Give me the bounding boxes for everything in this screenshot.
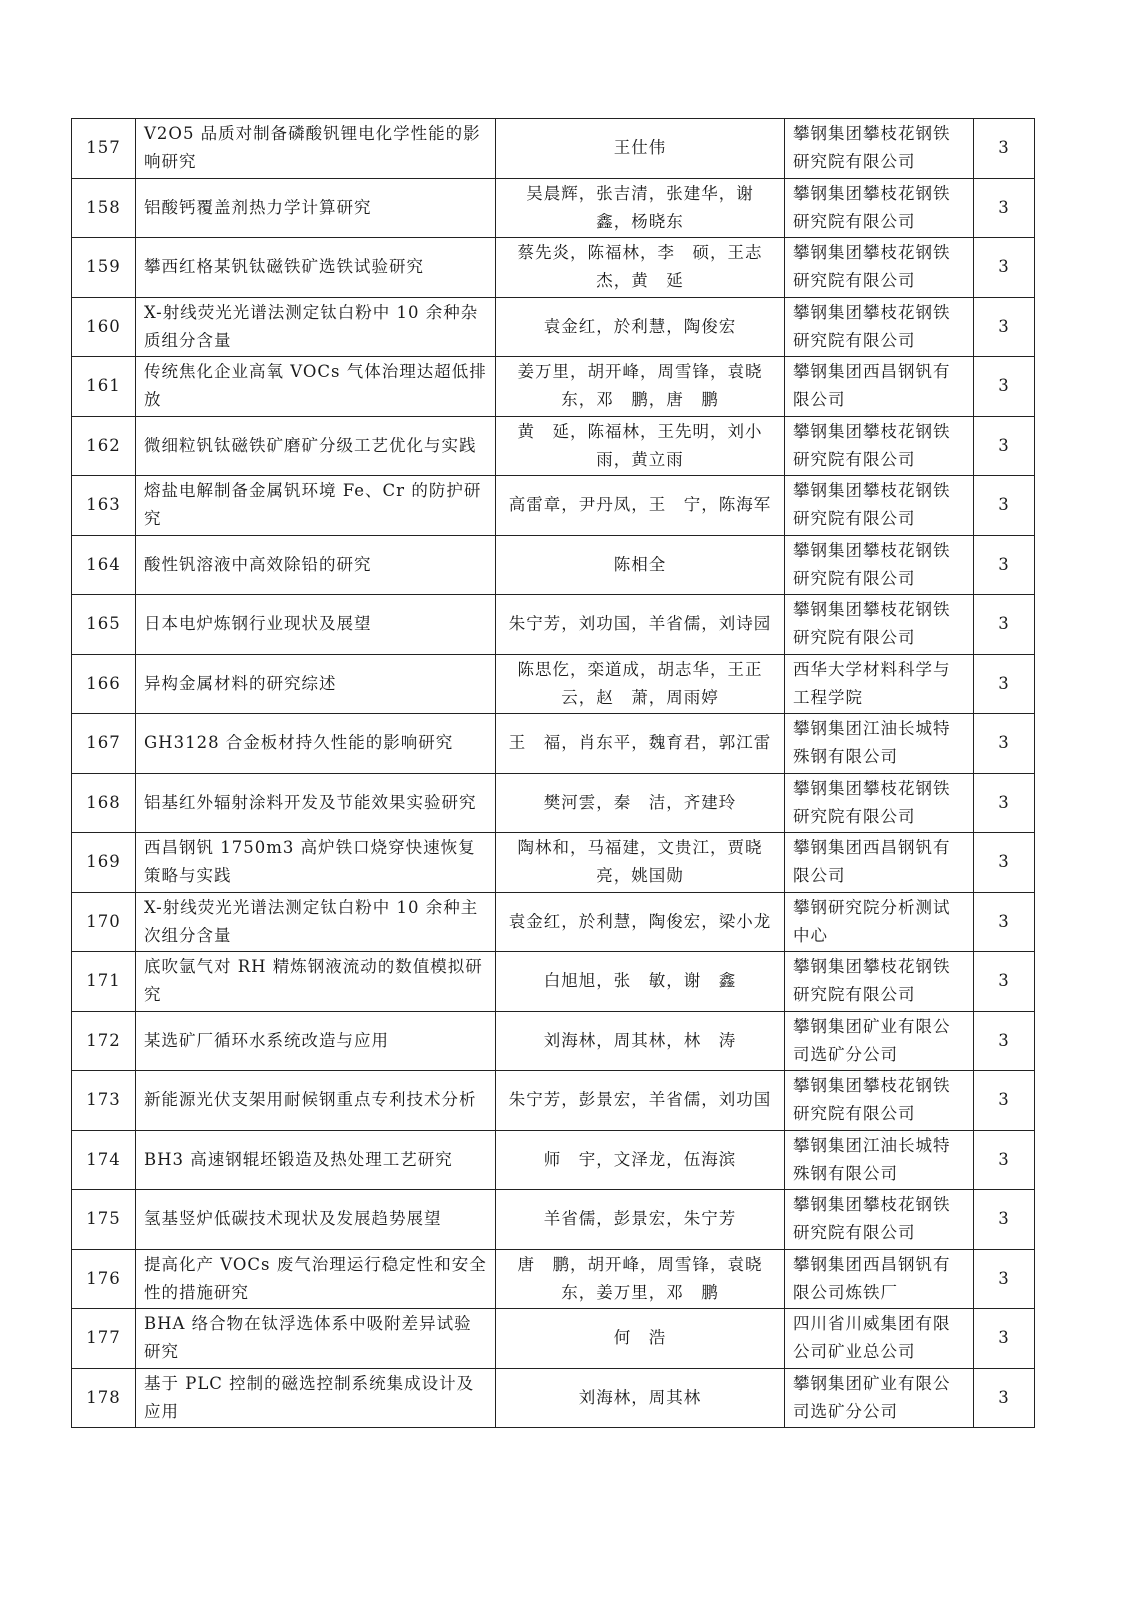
authors-cell: 唐 鹏，胡开峰，周雪锋，袁晓东，姜万里，邓 鹏 [496, 1249, 785, 1309]
paper-title-cell: V2O5 品质对制备磷酸钒锂电化学性能的影响研究 [136, 119, 496, 179]
table-row [72, 178, 1035, 238]
score-cell: 3 [974, 654, 1035, 714]
table-row [72, 773, 1035, 833]
score-cell: 3 [974, 535, 1035, 595]
paper-title-cell: 提高化产 VOCs 废气治理运行稳定性和安全性的措施研究 [136, 1249, 496, 1309]
row-number-cell: 173 [72, 1071, 136, 1131]
affiliation-cell: 西华大学材料科学与工程学院 [785, 654, 974, 714]
affiliation-cell: 攀钢研究院分析测试中心 [785, 892, 974, 952]
score-cell: 3 [974, 178, 1035, 238]
authors-cell: 高雷章，尹丹凤，王 宁，陈海军 [496, 476, 785, 536]
row-number-cell: 166 [72, 654, 136, 714]
paper-title-cell: 新能源光伏支架用耐候钢重点专利技术分析 [136, 1071, 496, 1131]
paper-title-cell: 铝基红外辐射涂料开发及节能效果实验研究 [136, 773, 496, 833]
score-cell: 3 [974, 119, 1035, 179]
affiliation-cell: 攀钢集团攀枝花钢铁研究院有限公司 [785, 297, 974, 357]
table-row [72, 714, 1035, 774]
affiliation-cell: 攀钢集团攀枝花钢铁研究院有限公司 [785, 1190, 974, 1250]
paper-title-cell: 某选矿厂循环水系统改造与应用 [136, 1011, 496, 1071]
paper-title-cell: 氢基竖炉低碳技术现状及发展趋势展望 [136, 1190, 496, 1250]
score-cell: 3 [974, 892, 1035, 952]
paper-title-cell: GH3128 合金板材持久性能的影响研究 [136, 714, 496, 774]
authors-cell: 袁金红，於利慧，陶俊宏，梁小龙 [496, 892, 785, 952]
awards-table-body [72, 119, 1035, 1428]
paper-title-cell: 熔盐电解制备金属钒环境 Fe、Cr 的防护研究 [136, 476, 496, 536]
row-number-cell: 176 [72, 1249, 136, 1309]
affiliation-cell: 攀钢集团攀枝花钢铁研究院有限公司 [785, 1071, 974, 1131]
row-number-cell: 178 [72, 1368, 136, 1428]
row-number-cell: 159 [72, 238, 136, 298]
affiliation-cell: 攀钢集团攀枝花钢铁研究院有限公司 [785, 952, 974, 1012]
authors-cell: 吴晨辉，张吉清，张建华，谢 鑫，杨晓东 [496, 178, 785, 238]
affiliation-cell: 攀钢集团攀枝花钢铁研究院有限公司 [785, 238, 974, 298]
row-number-cell: 162 [72, 416, 136, 476]
paper-title-cell: 底吹氩气对 RH 精炼钢液流动的数值模拟研究 [136, 952, 496, 1012]
paper-title-cell: 西昌钢钒 1750m3 高炉铁口烧穿快速恢复策略与实践 [136, 833, 496, 893]
row-number-cell: 169 [72, 833, 136, 893]
table-row [72, 416, 1035, 476]
table-row [72, 535, 1035, 595]
score-cell: 3 [974, 1190, 1035, 1250]
table-row [72, 238, 1035, 298]
table-row [72, 892, 1035, 952]
paper-title-cell: 基于 PLC 控制的磁选控制系统集成设计及应用 [136, 1368, 496, 1428]
row-number-cell: 165 [72, 595, 136, 655]
authors-cell: 朱宁芳，彭景宏，羊省儒，刘功国 [496, 1071, 785, 1131]
row-number-cell: 158 [72, 178, 136, 238]
score-cell: 3 [974, 595, 1035, 655]
paper-title-cell: 酸性钒溶液中高效除铅的研究 [136, 535, 496, 595]
score-cell: 3 [974, 476, 1035, 536]
authors-cell: 何 浩 [496, 1309, 785, 1369]
score-cell: 3 [974, 1071, 1035, 1131]
authors-cell: 樊河雲，秦 洁，齐建玲 [496, 773, 785, 833]
table-row [72, 833, 1035, 893]
row-number-cell: 170 [72, 892, 136, 952]
authors-cell: 刘海林，周其林，林 涛 [496, 1011, 785, 1071]
row-number-cell: 168 [72, 773, 136, 833]
table-row [72, 952, 1035, 1012]
affiliation-cell: 攀钢集团西昌钢钒有限公司 [785, 357, 974, 417]
affiliation-cell: 攀钢集团西昌钢钒有限公司 [785, 833, 974, 893]
row-number-cell: 172 [72, 1011, 136, 1071]
affiliation-cell: 攀钢集团矿业有限公司选矿分公司 [785, 1011, 974, 1071]
authors-cell: 陈思仡，栾道成，胡志华，王正云，赵 萧，周雨婷 [496, 654, 785, 714]
authors-cell: 黄 延，陈福林，王先明，刘小雨，黄立雨 [496, 416, 785, 476]
paper-title-cell: X-射线荧光光谱法测定钛白粉中 10 余种杂质组分含量 [136, 297, 496, 357]
table-row [72, 595, 1035, 655]
affiliation-cell: 攀钢集团矿业有限公司选矿分公司 [785, 1368, 974, 1428]
authors-cell: 陶林和，马福建，文贵江，贾晓亮，姚国勋 [496, 833, 785, 893]
affiliation-cell: 攀钢集团攀枝花钢铁研究院有限公司 [785, 178, 974, 238]
authors-cell: 王仕伟 [496, 119, 785, 179]
affiliation-cell: 攀钢集团攀枝花钢铁研究院有限公司 [785, 119, 974, 179]
score-cell: 3 [974, 297, 1035, 357]
row-number-cell: 174 [72, 1130, 136, 1190]
affiliation-cell: 攀钢集团攀枝花钢铁研究院有限公司 [785, 476, 974, 536]
affiliation-cell: 四川省川威集团有限公司矿业总公司 [785, 1309, 974, 1369]
score-cell: 3 [974, 833, 1035, 893]
table-row [72, 476, 1035, 536]
score-cell: 3 [974, 1309, 1035, 1369]
authors-cell: 姜万里，胡开峰，周雪锋，袁晓东，邓 鹏，唐 鹏 [496, 357, 785, 417]
score-cell: 3 [974, 357, 1035, 417]
paper-title-cell: BH3 高速钢辊坯锻造及热处理工艺研究 [136, 1130, 496, 1190]
table-row [72, 1190, 1035, 1250]
affiliation-cell: 攀钢集团江油长城特殊钢有限公司 [785, 1130, 974, 1190]
table-row [72, 1249, 1035, 1309]
row-number-cell: 175 [72, 1190, 136, 1250]
paper-title-cell: X-射线荧光光谱法测定钛白粉中 10 余种主次组分含量 [136, 892, 496, 952]
affiliation-cell: 攀钢集团江油长城特殊钢有限公司 [785, 714, 974, 774]
paper-title-cell: BHA 络合物在钛浮选体系中吸附差异试验研究 [136, 1309, 496, 1369]
table-row [72, 297, 1035, 357]
affiliation-cell: 攀钢集团攀枝花钢铁研究院有限公司 [785, 773, 974, 833]
table-row [72, 1011, 1035, 1071]
authors-cell: 王 福，肖东平，魏育君，郭江雷 [496, 714, 785, 774]
table-row [72, 654, 1035, 714]
affiliation-cell: 攀钢集团攀枝花钢铁研究院有限公司 [785, 535, 974, 595]
paper-title-cell: 攀西红格某钒钛磁铁矿选铁试验研究 [136, 238, 496, 298]
table-row [72, 1368, 1035, 1428]
score-cell: 3 [974, 416, 1035, 476]
authors-cell: 陈相全 [496, 535, 785, 595]
paper-title-cell: 传统焦化企业高氧 VOCs 气体治理达超低排放 [136, 357, 496, 417]
table-row [72, 1130, 1035, 1190]
table-row [72, 119, 1035, 179]
paper-title-cell: 微细粒钒钛磁铁矿磨矿分级工艺优化与实践 [136, 416, 496, 476]
awards-table [71, 118, 1035, 1428]
affiliation-cell: 攀钢集团攀枝花钢铁研究院有限公司 [785, 595, 974, 655]
authors-cell: 师 宇，文泽龙，伍海滨 [496, 1130, 785, 1190]
authors-cell: 袁金红，於利慧，陶俊宏 [496, 297, 785, 357]
score-cell: 3 [974, 952, 1035, 1012]
table-row [72, 1071, 1035, 1131]
row-number-cell: 160 [72, 297, 136, 357]
score-cell: 3 [974, 773, 1035, 833]
score-cell: 3 [974, 1249, 1035, 1309]
table-row [72, 1309, 1035, 1369]
row-number-cell: 157 [72, 119, 136, 179]
row-number-cell: 161 [72, 357, 136, 417]
paper-title-cell: 日本电炉炼钢行业现状及展望 [136, 595, 496, 655]
authors-cell: 羊省儒，彭景宏，朱宁芳 [496, 1190, 785, 1250]
affiliation-cell: 攀钢集团攀枝花钢铁研究院有限公司 [785, 416, 974, 476]
row-number-cell: 171 [72, 952, 136, 1012]
table-row [72, 357, 1035, 417]
authors-cell: 白旭旭，张 敏，谢 鑫 [496, 952, 785, 1012]
affiliation-cell: 攀钢集团西昌钢钒有限公司炼铁厂 [785, 1249, 974, 1309]
score-cell: 3 [974, 714, 1035, 774]
authors-cell: 蔡先炎，陈福林，李 硕，王志杰，黄 延 [496, 238, 785, 298]
score-cell: 3 [974, 1011, 1035, 1071]
score-cell: 3 [974, 1368, 1035, 1428]
paper-title-cell: 异构金属材料的研究综述 [136, 654, 496, 714]
paper-title-cell: 铝酸钙覆盖剂热力学计算研究 [136, 178, 496, 238]
authors-cell: 刘海林，周其林 [496, 1368, 785, 1428]
row-number-cell: 167 [72, 714, 136, 774]
score-cell: 3 [974, 1130, 1035, 1190]
row-number-cell: 164 [72, 535, 136, 595]
score-cell: 3 [974, 238, 1035, 298]
row-number-cell: 163 [72, 476, 136, 536]
authors-cell: 朱宁芳，刘功国，羊省儒，刘诗园 [496, 595, 785, 655]
row-number-cell: 177 [72, 1309, 136, 1369]
